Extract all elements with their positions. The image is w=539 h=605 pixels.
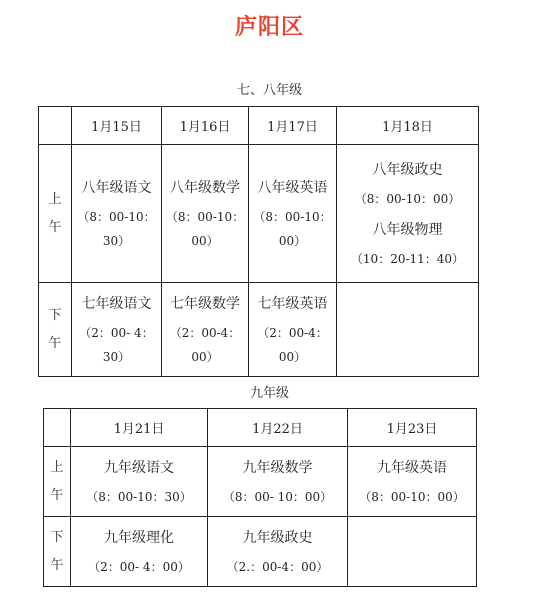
exam-time-cont: 30） — [102, 349, 131, 364]
afternoon-label — [39, 283, 72, 377]
exam-time: （2.：00-4：00） — [226, 559, 329, 574]
exam-subject: 八年级数学 — [170, 179, 240, 196]
exam-time: （8：00-10：00） — [354, 191, 461, 206]
section-title-grade-9: 九年级 — [249, 386, 289, 401]
afternoon-label-char: 下 — [50, 529, 64, 545]
exam-time: （8：00-10：30） — [86, 489, 192, 504]
empty-cell — [348, 517, 477, 587]
exam-subject: 九年级数学 — [242, 459, 313, 476]
morning-label-char: 午 — [48, 219, 62, 235]
exam-time: （2：00-4： — [169, 325, 241, 340]
morning-label-char: 上 — [48, 191, 62, 207]
afternoon-label-char: 午 — [50, 557, 64, 573]
exam-time: （8：00-10： — [165, 209, 245, 224]
table-row-afternoon — [39, 283, 479, 377]
table-header-row — [39, 107, 479, 145]
exam-time: （10：20-11：40） — [350, 251, 465, 266]
exam-time-cont: 30） — [102, 233, 131, 248]
date-cell: 1月22日 — [208, 409, 348, 447]
morning-label — [39, 145, 72, 283]
afternoon-label-char: 午 — [48, 335, 62, 351]
page-title: 庐阳区 — [234, 15, 304, 40]
date-cell: 1月15日 — [72, 107, 162, 145]
exam-subject: 九年级理化 — [104, 529, 174, 546]
exam-time: （8：00-10： — [253, 209, 332, 224]
exam-subject: 八年级英语 — [257, 179, 328, 196]
schedule-table-grade-7-8 — [38, 106, 479, 377]
exam-time: （2：00- 4：00） — [88, 559, 190, 574]
schedule-table-grade-9 — [43, 408, 477, 587]
exam-time-cont: 00） — [278, 233, 307, 248]
exam-cell — [208, 517, 348, 587]
exam-time: （2：00-4： — [257, 325, 328, 340]
exam-cell — [249, 145, 337, 283]
corner-cell — [44, 409, 71, 447]
date-cell: 1月18日 — [337, 107, 479, 145]
exam-cell — [208, 447, 348, 517]
corner-cell — [39, 107, 72, 145]
table-row-afternoon — [44, 517, 477, 587]
exam-cell — [337, 145, 479, 283]
empty-cell — [337, 283, 479, 377]
section-title-grade-7-8: 七、八年级 — [236, 83, 302, 98]
exam-cell — [72, 145, 162, 283]
table-row-morning — [39, 145, 479, 283]
exam-time: （8：00- 10：00） — [222, 489, 333, 504]
date-cell: 1月23日 — [348, 409, 477, 447]
exam-subject: 八年级政史 — [372, 161, 443, 178]
exam-subject: 八年级物理 — [372, 221, 443, 238]
exam-subject: 九年级语文 — [104, 459, 174, 476]
exam-subject: 九年级政史 — [242, 529, 313, 546]
exam-time-cont: 00） — [191, 233, 219, 248]
exam-cell — [348, 447, 477, 517]
exam-cell — [71, 447, 208, 517]
afternoon-label-char: 下 — [48, 307, 62, 323]
date-cell: 1月16日 — [162, 107, 249, 145]
table-row-morning — [44, 447, 477, 517]
exam-cell — [162, 283, 249, 377]
exam-time: （2：00- 4： — [79, 325, 154, 340]
morning-label-char: 午 — [50, 487, 64, 503]
exam-time-cont: 00） — [278, 349, 307, 364]
exam-time: （8：00-10：00） — [359, 489, 465, 504]
date-cell: 1月21日 — [71, 409, 208, 447]
exam-cell — [72, 283, 162, 377]
exam-cell — [162, 145, 249, 283]
exam-time: （8：00-10： — [77, 209, 156, 224]
table-header-row — [44, 409, 477, 447]
exam-subject: 七年级英语 — [257, 295, 328, 312]
exam-time-cont: 00） — [191, 349, 219, 364]
afternoon-label — [44, 517, 71, 587]
exam-subject: 七年级数学 — [170, 295, 240, 312]
exam-cell — [71, 517, 208, 587]
date-cell: 1月17日 — [249, 107, 337, 145]
exam-cell — [249, 283, 337, 377]
morning-label — [44, 447, 71, 517]
morning-label-char: 上 — [50, 459, 64, 475]
exam-subject: 九年级英语 — [377, 459, 447, 476]
exam-subject: 八年级语文 — [81, 179, 152, 196]
exam-subject: 七年级语文 — [81, 295, 152, 312]
